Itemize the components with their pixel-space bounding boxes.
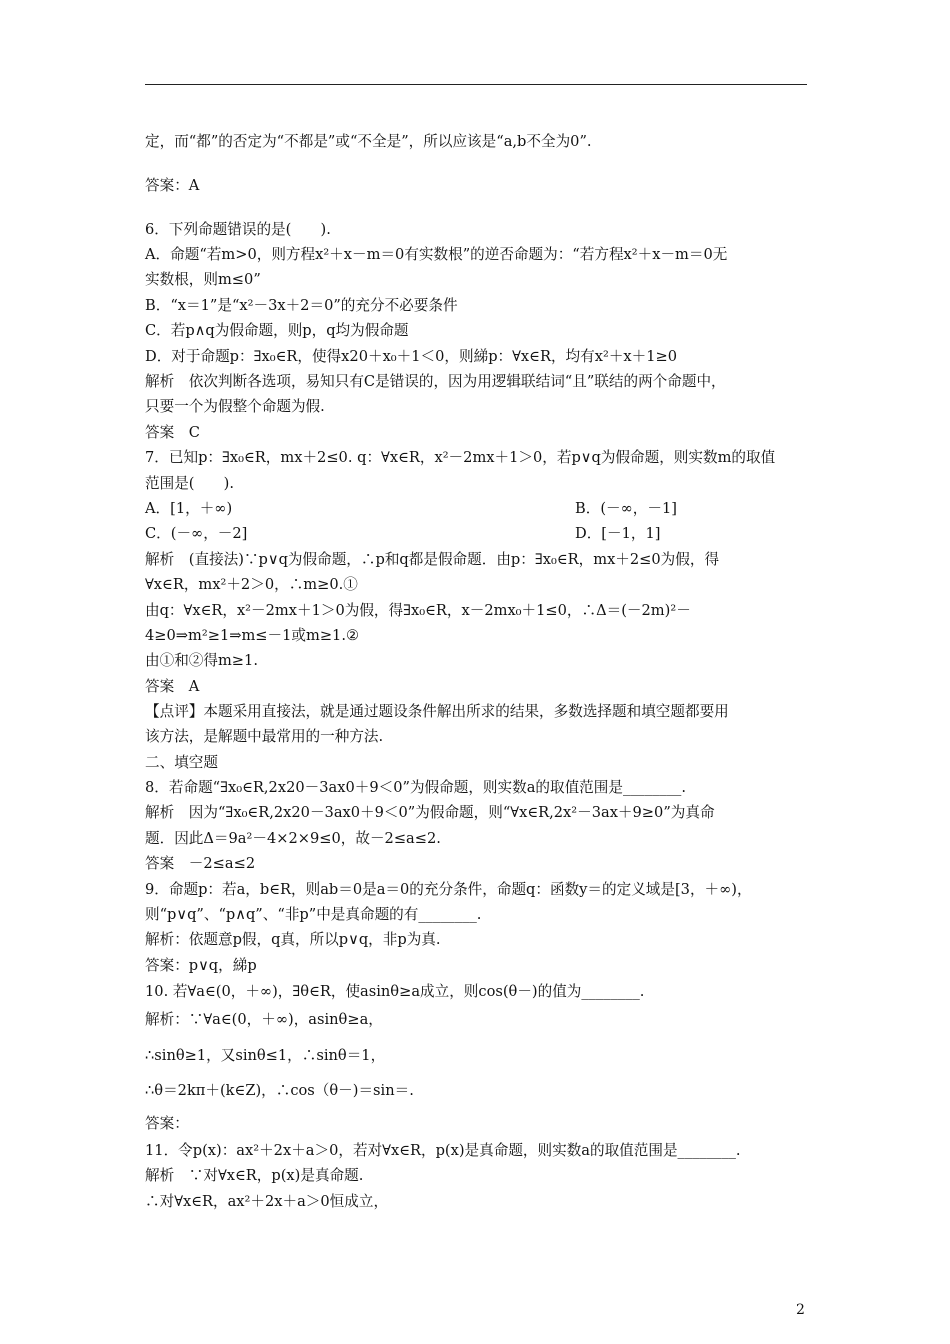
text-line: ∴对∀x∈R，ax²＋2x＋a＞0恒成立， <box>145 1193 389 1210</box>
question-7: 7．已知p：∃x₀∈R，mx＋2≤0. q：∀x∈R，x²－2mx＋1＞0，若p∨q为假命题，则实数m的取值 <box>145 449 776 466</box>
text-line: 答案：A <box>145 177 200 194</box>
question-11: 11．令p(x)：ax²＋2x＋a＞0，若对∀x∈R，p(x)是真命题，则实数a的取值范围是________. <box>145 1142 741 1159</box>
text-line: 只要一个为假整个命题为假. <box>145 398 325 415</box>
text-line: 则“p∨q”、“p∧q”、“非p”中是真命题的有________. <box>145 906 482 923</box>
text-line: 答案 －2≤a≤2 <box>145 855 256 872</box>
section-heading: 二、填空题 <box>145 754 218 771</box>
option-d: D．[－1，1] <box>575 525 661 542</box>
page-number: 2 <box>796 1302 805 1318</box>
text-line: 解析：∵∀a∈(0，＋∞)，asinθ≥a， <box>145 1011 383 1028</box>
text-line: 解析 ∵对∀x∈R，p(x)是真命题. <box>145 1167 364 1184</box>
option-b: B．(－∞，－1] <box>575 500 677 517</box>
option-a: A．[1，＋∞) <box>145 500 233 517</box>
text-line: B．“x＝1”是“x²－3x＋2＝0”的充分不必要条件 <box>145 297 458 314</box>
text-line: 4≥0⇒m²≥1⇒m≤－1或m≥1.② <box>145 627 360 644</box>
question-8: 8．若命题“∃x₀∈R,2x20－3ax0＋9＜0”为假命题，则实数a的取值范围是________. <box>145 779 686 796</box>
text-line: D．对于命题p：∃x₀∈R，使得x20＋x₀＋1＜0，则綈p：∀x∈R，均有x²＋x＋1≥0 <box>145 348 678 365</box>
text-line: 定，而“都”的否定为“不都是”或“不全是”，所以应该是“a,b不全为0”. <box>145 133 592 150</box>
text-line: 题．因此Δ＝9a²－4×2×9≤0，故－2≤a≤2. <box>145 830 441 847</box>
text-line: ∴θ＝2kπ＋(k∈Z)，∴cos（θ－)＝sin＝. <box>145 1082 414 1099</box>
text-line: 由q：∀x∈R，x²－2mx＋1＞0为假，得∃x₀∈R，x－2mx₀＋1≤0，∴Δ＝(－2m)²－ <box>145 602 691 619</box>
text-line: 由①和②得m≥1. <box>145 652 258 669</box>
question-10: 10. 若∀a∈(0，＋∞)，∃θ∈R，使asinθ≥a成立，则cos(θ－)的值为________. <box>145 983 645 1000</box>
text-line: 解析 因为“∃x₀∈R,2x20－3ax0＋9＜0”为假命题，则“∀x∈R,2x²－3ax＋9≥0”为真命 <box>145 804 715 821</box>
text-line: 答案：p∨q，綈p <box>145 957 257 974</box>
text-line: A．命题“若m>0，则方程x²＋x－m＝0有实数根”的逆否命题为：“若方程x²＋x－m＝0无 <box>145 246 728 263</box>
text-line: ∴sinθ≥1，又sinθ≤1，∴sinθ＝1， <box>145 1047 386 1064</box>
text-line: 答案 A <box>145 678 200 695</box>
text-line: ∀x∈R，mx²＋2＞0，∴m≥0.① <box>145 576 358 593</box>
option-c: C．(－∞，－2] <box>145 525 248 542</box>
question-9: 9．命题p：若a，b∈R，则ab＝0是a＝0的充分条件，命题q：函数y＝的定义域是[3，＋∞)， <box>145 881 752 898</box>
text-line: 解析 依次判断各选项，易知只有C是错误的，因为用逻辑联结词“且”联结的两个命题中， <box>145 373 726 390</box>
text-line: 答案 C <box>145 424 200 441</box>
text-line: 范围是( ). <box>145 475 234 492</box>
text-line: 解析：依题意p假，q真，所以p∨q，非p为真. <box>145 931 441 948</box>
text-line: 答案： <box>145 1115 189 1132</box>
text-line: 【点评】本题采用直接法，就是通过题设条件解出所求的结果，多数选择题和填空题都要用 <box>145 703 729 720</box>
text-line: 解析 (直接法)∵p∨q为假命题，∴p和q都是假命题．由p：∃x₀∈R，mx＋2≤0为假，得 <box>145 551 720 568</box>
text-line: 实数根，则m≤0” <box>145 271 261 288</box>
question-6: 6．下列命题错误的是( ). <box>145 221 331 238</box>
text-line: C．若p∧q为假命题，则p，q均为假命题 <box>145 322 409 339</box>
text-line: 该方法，是解题中最常用的一种方法. <box>145 728 384 745</box>
header-rule <box>145 84 807 85</box>
